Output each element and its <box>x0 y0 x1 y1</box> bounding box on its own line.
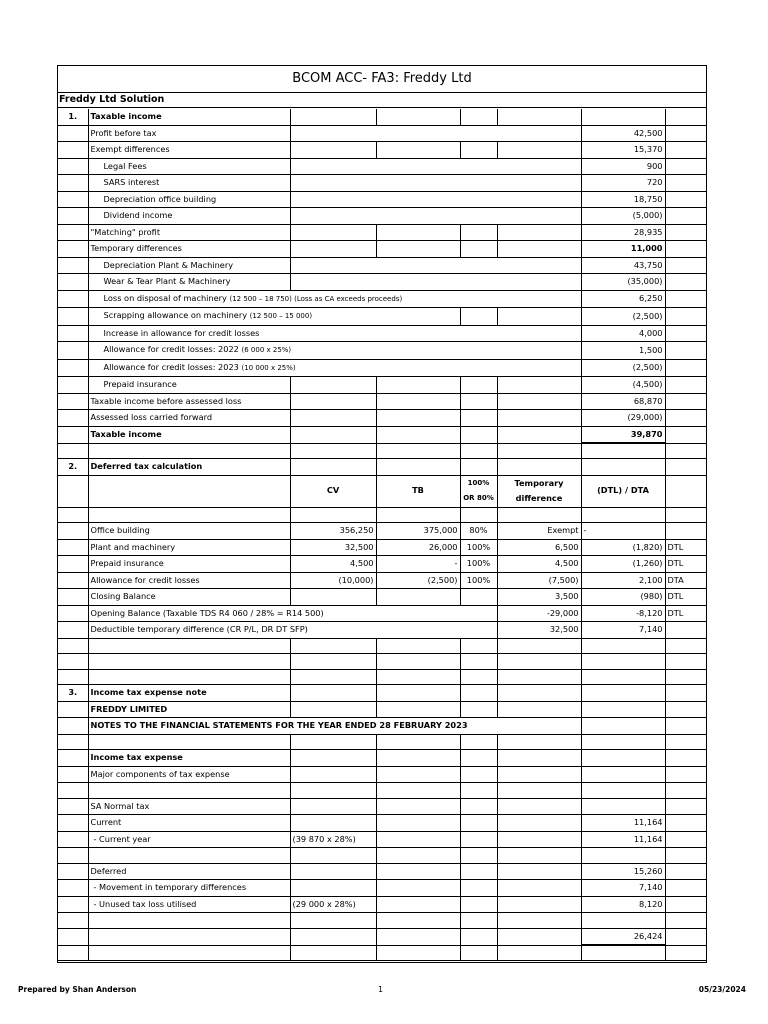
row-value: 15,260 <box>581 863 665 880</box>
table-row <box>58 701 706 718</box>
row-value: 8,120 <box>581 896 665 913</box>
footer-prepared-by: Prepared by Shan Anderson <box>18 985 137 994</box>
dtl-tag: DTL <box>665 539 706 556</box>
table-row <box>58 863 706 880</box>
row-calc: (29 000 x 28%) <box>290 896 376 913</box>
row-value: 6,250 <box>581 290 665 308</box>
dtl-value: (1,820) <box>581 539 665 556</box>
row-value: 11,000 <box>581 241 665 258</box>
table-row <box>58 589 706 606</box>
table-row <box>58 359 706 377</box>
row-label: Prepaid insurance <box>88 556 290 573</box>
section-number: 3. <box>58 685 88 702</box>
row-label-with-note <box>88 308 460 326</box>
row-label: Taxable income before assessed loss <box>88 393 290 410</box>
table-row <box>58 539 706 556</box>
row-value: 11,164 <box>581 831 665 848</box>
table-row <box>58 308 706 326</box>
tb-value: - <box>376 556 460 573</box>
row-value: 18,750 <box>581 191 665 208</box>
row-label: Profit before tax <box>88 125 290 142</box>
row-label-with-note <box>88 342 581 360</box>
row-label: Allowance for credit losses: 2022 <box>103 344 239 354</box>
col-header-tb: TB <box>376 475 460 507</box>
tb-value: 375,000 <box>376 523 460 540</box>
col-header-temp: Temporary difference <box>497 475 581 507</box>
company-name: FREDDY LIMITED <box>88 701 290 718</box>
row-value: 15,370 <box>581 142 665 159</box>
row-label: Legal Fees <box>88 158 290 175</box>
row-label: Allowance for credit losses <box>88 572 290 589</box>
row-value: (4,500) <box>581 377 665 394</box>
table-row <box>58 815 706 832</box>
table-row <box>58 142 706 159</box>
dtl-tag <box>665 523 706 540</box>
row-label: - Current year <box>88 831 290 848</box>
dtl-tag: DTL <box>665 589 706 606</box>
temp-value: 32,500 <box>497 622 581 639</box>
section-heading: Income tax expense note <box>88 685 290 702</box>
cv-value: (10,000) <box>290 572 376 589</box>
blank-row <box>58 783 706 799</box>
row-value: (35,000) <box>581 274 665 291</box>
dtl-value: (1,260) <box>581 556 665 573</box>
blank-row <box>58 507 706 523</box>
table-row <box>58 622 706 639</box>
row-label: "Matching" profit <box>88 224 290 241</box>
notes-heading: NOTES TO THE FINANCIAL STATEMENTS FOR THE YEAR ENDED 28 FEBRUARY 2023 <box>88 718 581 735</box>
row-value: 1,500 <box>581 342 665 360</box>
row-value: (29,000) <box>581 410 665 427</box>
dtl-value: 2,100 <box>581 572 665 589</box>
solution-subtitle: Freddy Ltd Solution <box>58 92 706 108</box>
footer-page-number: 1 <box>378 985 384 994</box>
row-label: Depreciation office building <box>88 191 290 208</box>
table-row <box>58 750 706 767</box>
cv-value: 356,250 <box>290 523 376 540</box>
row-label: Increase in allowance for credit losses <box>88 325 581 342</box>
row-label: Deferred <box>88 863 290 880</box>
col-header-pct: 100% OR 80% <box>460 475 497 507</box>
row-value: 900 <box>581 158 665 175</box>
dtl-value: -8,120 <box>581 605 665 622</box>
row-label: Allowance for credit losses: 2023 <box>103 361 239 372</box>
temp-value: Exempt <box>497 523 581 540</box>
table-row <box>58 191 706 208</box>
row-value: 720 <box>581 175 665 192</box>
table-row <box>58 175 706 192</box>
dtl-tag: DTL <box>665 556 706 573</box>
table-row <box>58 257 706 274</box>
row-label-with-note <box>88 290 581 308</box>
pct-value: 100% <box>460 539 497 556</box>
cv-value: 4,500 <box>290 556 376 573</box>
row-label: SA Normal tax <box>88 798 290 815</box>
blank-row <box>58 443 706 459</box>
temp-value: 6,500 <box>497 539 581 556</box>
table-row <box>58 393 706 410</box>
blank-row <box>58 638 706 654</box>
blank-row <box>58 669 706 685</box>
row-label: - Unused tax loss utilised <box>88 896 290 913</box>
table-row <box>58 158 706 175</box>
table-row <box>58 928 706 945</box>
row-label: Opening Balance (Taxable TDS R4 060 / 28% = R14 500) <box>88 605 497 622</box>
dtl-tag: DTA <box>665 572 706 589</box>
table-row <box>58 605 706 622</box>
row-value: 4,000 <box>581 325 665 342</box>
table-row <box>58 241 706 258</box>
cv-value: 32,500 <box>290 539 376 556</box>
row-label: Current <box>88 815 290 832</box>
row-value: 28,935 <box>581 224 665 241</box>
row-note: (12 500 – 15 000) <box>249 312 313 320</box>
row-label: Temporary differences <box>88 241 290 258</box>
row-label: - Movement in temporary differences <box>88 880 290 897</box>
blank-row <box>58 654 706 670</box>
row-note: (10 000 x 25%) <box>241 363 296 372</box>
row-note: (12 500 – 18 750) (Loss as CA exceeds proceeds) <box>229 294 403 303</box>
row-label: Taxable income <box>88 426 290 443</box>
table-row <box>58 208 706 225</box>
row-label: Deductible temporary difference (CR P/L, DR DT SFP) <box>88 622 497 639</box>
pct-value: 100% <box>460 556 497 573</box>
row-label: Office building <box>88 523 290 540</box>
row-note: (6 000 x 25%) <box>241 346 292 354</box>
table-row <box>58 274 706 291</box>
tb-value: 26,000 <box>376 539 460 556</box>
row-value: (2,500) <box>581 308 665 326</box>
solution-grid <box>58 109 706 961</box>
table-row <box>58 342 706 360</box>
section3-header-row <box>58 685 706 702</box>
row-value: 68,870 <box>581 393 665 410</box>
page-title: BCOM ACC- FA3: Freddy Ltd <box>58 66 706 93</box>
column-header-row <box>58 475 706 507</box>
table-row <box>58 798 706 815</box>
table-row <box>58 831 706 848</box>
row-label: Closing Balance <box>88 589 290 606</box>
temp-value: -29,000 <box>497 605 581 622</box>
table-row <box>58 718 706 735</box>
dtl-tag: DTL <box>665 605 706 622</box>
section-number: 2. <box>58 459 88 476</box>
table-row <box>58 377 706 394</box>
col-header-dtl: (DTL) / DTA <box>581 475 665 507</box>
row-value: 7,140 <box>581 880 665 897</box>
blank-row <box>58 848 706 864</box>
row-label-with-note <box>88 359 581 377</box>
table-row <box>58 556 706 573</box>
section1-header-row <box>58 109 706 125</box>
row-value: (5,000) <box>581 208 665 225</box>
blank-row <box>58 913 706 929</box>
row-label: Scrapping allowance on machinery <box>103 310 248 320</box>
table-row <box>58 426 706 443</box>
temp-value: 4,500 <box>497 556 581 573</box>
ite-heading: Income tax expense <box>88 750 290 767</box>
blank-row <box>58 945 706 961</box>
dtl-value: 7,140 <box>581 622 665 639</box>
table-row <box>58 290 706 308</box>
section2-header-row <box>58 459 706 476</box>
temp-value: 3,500 <box>497 589 581 606</box>
table-row <box>58 523 706 540</box>
blank-row <box>58 734 706 750</box>
row-label: Exempt differences <box>88 142 290 159</box>
row-label: Major components of tax expense <box>88 766 290 783</box>
row-value: (2,500) <box>581 359 665 377</box>
row-label: Plant and machinery <box>88 539 290 556</box>
section-heading: Taxable income <box>88 109 290 125</box>
dtl-value: - <box>581 523 665 540</box>
tb-value: (2,500) <box>376 572 460 589</box>
table-row <box>58 325 706 342</box>
worksheet <box>57 65 707 963</box>
table-row <box>58 410 706 427</box>
table-row <box>58 880 706 897</box>
row-label: Dividend income <box>88 208 290 225</box>
table-row <box>58 125 706 142</box>
section-heading: Deferred tax calculation <box>88 459 290 476</box>
dtl-value: (980) <box>581 589 665 606</box>
table-row <box>58 224 706 241</box>
section-number: 1. <box>58 109 88 125</box>
row-label: SARS interest <box>88 175 290 192</box>
col-header-cv: CV <box>290 475 376 507</box>
row-label: Assessed loss carried forward <box>88 410 290 427</box>
table-row <box>58 766 706 783</box>
row-value: 39,870 <box>581 426 665 443</box>
row-value: 11,164 <box>581 815 665 832</box>
row-label: Wear & Tear Plant & Machinery <box>88 274 290 291</box>
row-label: Prepaid insurance <box>88 377 290 394</box>
temp-value: (7,500) <box>497 572 581 589</box>
table-row <box>58 896 706 913</box>
row-calc: (39 870 x 28%) <box>290 831 376 848</box>
pct-value: 80% <box>460 523 497 540</box>
footer-date: 05/23/2024 <box>698 985 746 994</box>
pct-value: 100% <box>460 572 497 589</box>
row-value: 43,750 <box>581 257 665 274</box>
row-label: Loss on disposal of machinery <box>103 292 227 303</box>
row-value: 42,500 <box>581 125 665 142</box>
table-row <box>58 572 706 589</box>
total-value: 26,424 <box>581 928 665 945</box>
row-label: Depreciation Plant & Machinery <box>88 257 290 274</box>
